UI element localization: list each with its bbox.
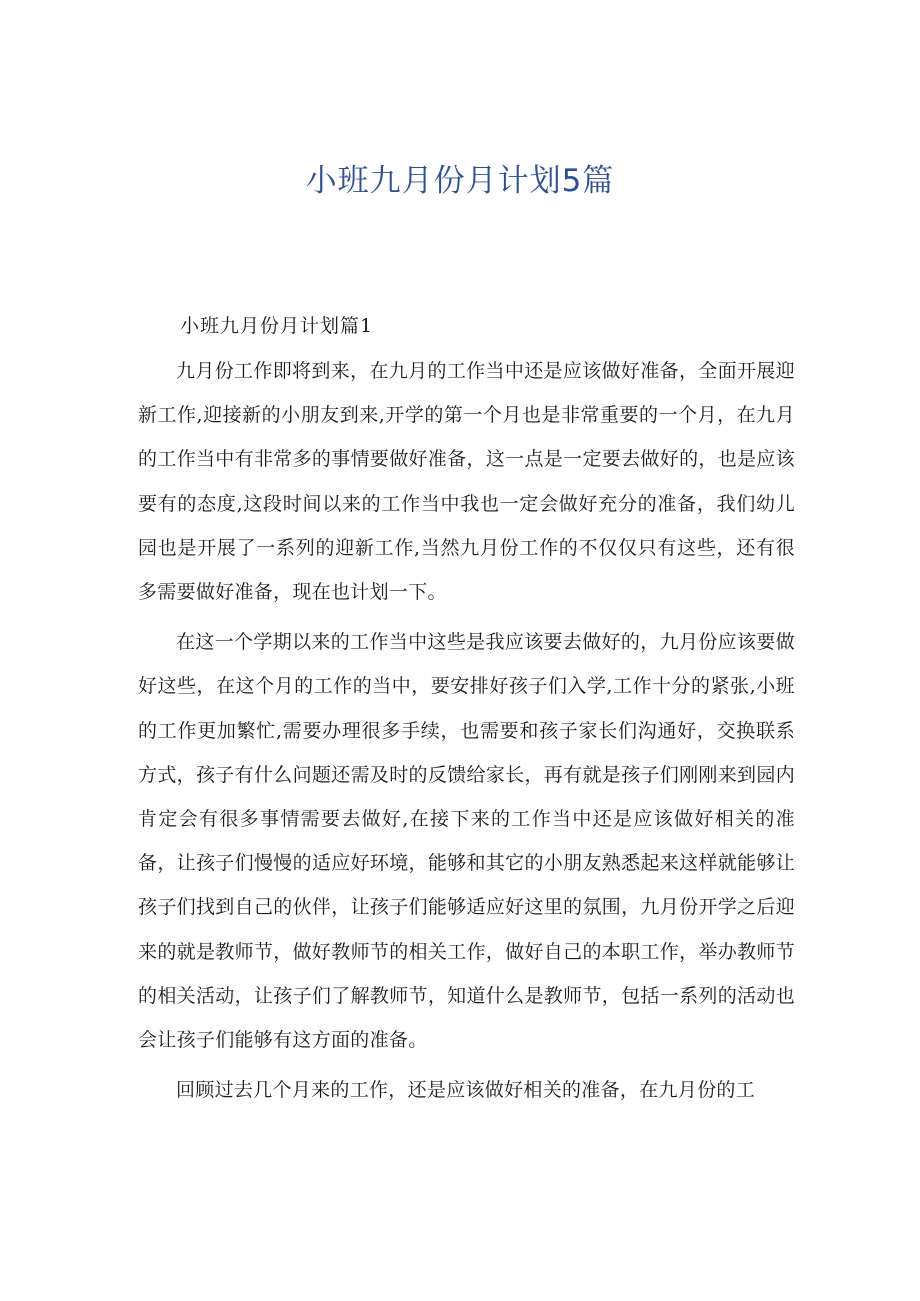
body-paragraph-1: 九月份工作即将到来，在九月的工作当中还是应该做好准备，全面开展迎新工作,迎接新的小朋友到来,开学的第一个月也是非常重要的一个月，在九月的工作当中有非常多的事情要做好准备，这一点是一定要去做好的，也是应该要有的态度,这段时间以来的工作当中我也一定会做好充分的准备，我们幼儿园也是开展了一系列的迎新工作,当然九月份工作的不仅仅只有这些，还有很多需要做好准备，现在也计划一下。 [138,360,795,604]
body-paragraph-3: 回顾过去几个月来的工作，还是应该做好相关的准备，在九月份的工 [176,1079,756,1102]
body-paragraph-2: 在这一个学期以来的工作当中这些是我应该要去做好的，九月份应该要做好这些，在这个月的工作的当中，要安排好孩子们入学,工作十分的紧张,小班的工作更加繁忙,需要办理很多手续，也需要和孩子家长们沟通好，交换联系方式，孩子有什么问题还需及时的反馈给家长，再有就是孩子们刚刚来到园内肯定会有很多事情需要去做好,在接下来的工作当中还是应该做好相关的准备，让孩子们慢慢的适应好环境，能够和其它的小朋友熟悉起来这样就能够让孩子们找到自己的伙伴，让孩子们能够适应好这里的氛围，九月份开学之后迎来的就是教师节，做好教师节的相关工作，做好自己的本职工作，举办教师节的相关活动，让孩子们了解教师节，知道什么是教师节，包括一系列的活动也会让孩子们能够有这方面的准备。 [138,631,795,1052]
document-body [138,307,795,1112]
document-title: 小班九月份月计划5篇 [305,163,615,199]
section-heading: 小班九月份月计划篇1 [180,315,374,337]
